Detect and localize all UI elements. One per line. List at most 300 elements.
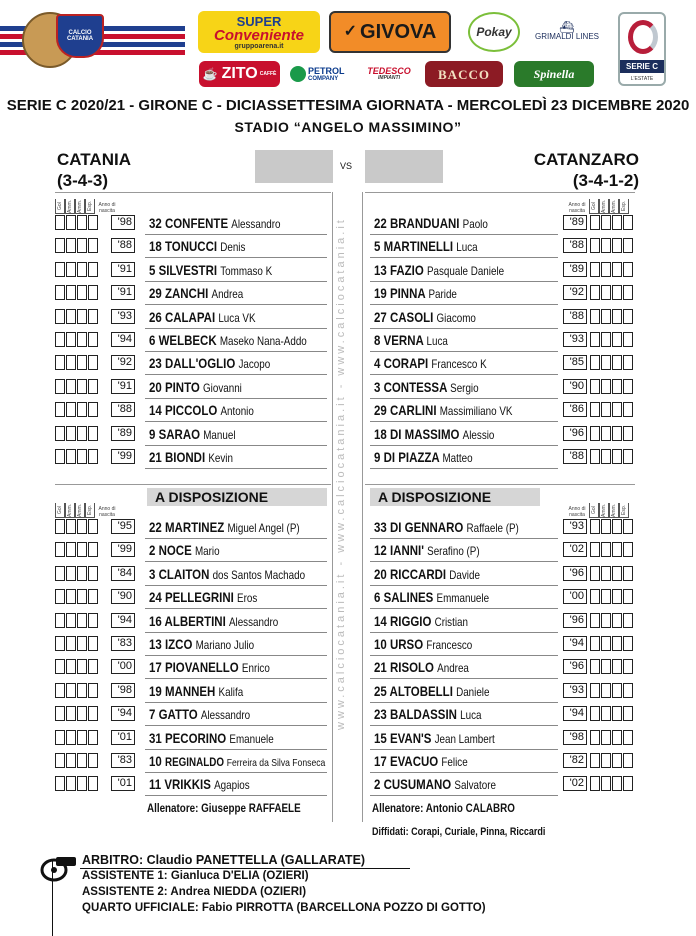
stat-boxes[interactable] — [590, 238, 634, 253]
stat-box[interactable] — [612, 659, 622, 674]
stat-box[interactable] — [623, 402, 633, 417]
birth-year: '00 — [111, 659, 135, 674]
player-name — [374, 261, 504, 280]
stat-boxes[interactable] — [590, 309, 634, 324]
stat-box[interactable] — [66, 636, 76, 651]
birth-year: '00 — [563, 589, 587, 604]
stat-box[interactable] — [612, 379, 622, 394]
stat-boxes[interactable] — [590, 659, 634, 674]
stat-box[interactable] — [66, 262, 76, 277]
stat-box[interactable] — [601, 589, 611, 604]
stat-box[interactable] — [590, 730, 600, 745]
stat-box[interactable] — [88, 589, 98, 604]
stat-box[interactable] — [77, 683, 87, 698]
stat-box[interactable] — [590, 332, 600, 347]
stat-box[interactable] — [55, 355, 65, 370]
stat-box[interactable] — [612, 449, 622, 464]
player-name — [374, 635, 472, 654]
stat-box[interactable] — [77, 636, 87, 651]
player-surname: CONFENTE — [164, 215, 232, 231]
stat-boxes[interactable] — [55, 355, 99, 370]
player-name — [374, 308, 476, 327]
stat-box[interactable] — [601, 683, 611, 698]
whistle-icon — [38, 853, 78, 883]
stat-box[interactable] — [88, 238, 98, 253]
player-first-name: Kevin — [208, 451, 233, 465]
stat-box[interactable] — [77, 309, 87, 324]
stat-box[interactable] — [88, 683, 98, 698]
stat-box[interactable] — [55, 449, 65, 464]
stat-box[interactable] — [612, 332, 622, 347]
stat-box[interactable] — [55, 683, 65, 698]
stat-box[interactable] — [88, 636, 98, 651]
stat-box[interactable] — [590, 402, 600, 417]
stat-box[interactable] — [623, 215, 633, 230]
stat-boxes[interactable] — [55, 776, 99, 791]
stat-box[interactable] — [590, 776, 600, 791]
assistant-1: ASSISTENTE 1: Gianluca D'ELIA (OZIERI) — [82, 870, 309, 882]
stat-box[interactable] — [623, 542, 633, 557]
sponsor-petrol: PETROL COMPANY — [288, 61, 358, 87]
stat-box[interactable] — [55, 730, 65, 745]
stat-box[interactable] — [88, 215, 98, 230]
stat-boxes[interactable] — [590, 613, 634, 628]
stat-boxes[interactable] — [55, 215, 99, 230]
stat-box[interactable] — [55, 285, 65, 300]
stat-box[interactable] — [55, 776, 65, 791]
stat-box[interactable] — [77, 776, 87, 791]
stat-box[interactable] — [623, 332, 633, 347]
stat-box[interactable] — [77, 238, 87, 253]
stat-box[interactable] — [590, 426, 600, 441]
stat-box[interactable] — [77, 753, 87, 768]
stat-box[interactable] — [612, 402, 622, 417]
stat-box[interactable] — [88, 262, 98, 277]
stat-boxes[interactable] — [590, 332, 634, 347]
stat-boxes[interactable] — [55, 262, 99, 277]
player-surname: SALINES — [383, 589, 437, 606]
stat-boxes[interactable] — [590, 636, 634, 651]
player-surname: EVACUO — [389, 753, 442, 769]
stat-box[interactable] — [623, 238, 633, 253]
stat-boxes[interactable] — [55, 309, 99, 324]
stat-box[interactable] — [590, 449, 600, 464]
player-first-name: Sergio — [450, 380, 479, 395]
stat-box[interactable] — [55, 332, 65, 347]
match-title: SERIE C 2020/21 - GIRONE C - DICIASSETTESIMA GIORNATA - MERCOLEDÌ 23 DICEMBRE 2020 — [6, 97, 690, 114]
stat-box[interactable] — [66, 519, 76, 534]
stat-box[interactable] — [612, 753, 622, 768]
stat-box[interactable] — [55, 706, 65, 721]
player-surname: IANNI' — [389, 542, 428, 559]
stat-boxes[interactable] — [55, 285, 99, 300]
stat-box[interactable] — [55, 659, 65, 674]
stat-box[interactable] — [590, 215, 600, 230]
stat-box[interactable] — [77, 659, 87, 674]
player-name — [149, 425, 236, 444]
stat-box[interactable] — [55, 215, 65, 230]
stat-box[interactable] — [623, 426, 633, 441]
stat-box[interactable] — [66, 355, 76, 370]
stat-box[interactable] — [88, 659, 98, 674]
stat-box[interactable] — [601, 355, 611, 370]
player-surname: DI GENNARO — [389, 519, 467, 535]
stat-boxes[interactable] — [55, 753, 99, 768]
stat-box[interactable] — [590, 613, 600, 628]
stat-box[interactable] — [77, 285, 87, 300]
stat-box[interactable] — [88, 753, 98, 768]
stat-box[interactable] — [590, 355, 600, 370]
stat-box[interactable] — [55, 262, 65, 277]
stat-box[interactable] — [623, 706, 633, 721]
row-underline — [145, 795, 327, 796]
stat-box[interactable] — [77, 613, 87, 628]
stat-box[interactable] — [77, 332, 87, 347]
stat-box[interactable] — [590, 519, 600, 534]
player-name — [374, 541, 480, 560]
stat-boxes[interactable] — [590, 542, 634, 557]
stat-boxes[interactable] — [590, 589, 634, 604]
stat-box[interactable] — [77, 519, 87, 534]
stat-box[interactable] — [623, 285, 633, 300]
player-row — [55, 610, 330, 633]
birth-year: '88 — [563, 238, 587, 253]
stat-boxes[interactable] — [55, 426, 99, 441]
stat-box[interactable] — [88, 449, 98, 464]
stat-box[interactable] — [77, 426, 87, 441]
stat-boxes[interactable] — [590, 753, 634, 768]
stat-box[interactable] — [590, 706, 600, 721]
birth-year: '93 — [563, 519, 587, 534]
stat-box[interactable] — [77, 589, 87, 604]
stat-box[interactable] — [66, 379, 76, 394]
stat-box[interactable] — [612, 542, 622, 557]
divider — [332, 192, 333, 822]
player-name — [374, 588, 489, 607]
stat-box[interactable] — [612, 589, 622, 604]
stat-boxes[interactable] — [590, 379, 634, 394]
stat-box[interactable] — [612, 706, 622, 721]
stat-box[interactable] — [612, 355, 622, 370]
shirt-number: 26 — [149, 308, 165, 325]
stat-box[interactable] — [66, 285, 76, 300]
stat-box[interactable] — [66, 402, 76, 417]
player-row — [55, 773, 330, 796]
stat-box[interactable] — [77, 215, 87, 230]
stat-box[interactable] — [55, 238, 65, 253]
stat-boxes[interactable] — [55, 238, 99, 253]
stat-box[interactable] — [612, 309, 622, 324]
stat-box[interactable] — [612, 636, 622, 651]
stat-box[interactable] — [601, 753, 611, 768]
stat-box[interactable] — [55, 613, 65, 628]
stat-boxes[interactable] — [590, 706, 634, 721]
birth-year: '96 — [563, 566, 587, 581]
stat-box[interactable] — [623, 659, 633, 674]
stat-box[interactable] — [623, 355, 633, 370]
stat-box[interactable] — [55, 589, 65, 604]
row-underline — [370, 795, 558, 796]
stat-box[interactable] — [612, 730, 622, 745]
birth-year: '83 — [111, 636, 135, 651]
stat-box[interactable] — [590, 309, 600, 324]
stat-boxes[interactable] — [55, 730, 99, 745]
player-row — [55, 352, 330, 375]
stat-box[interactable] — [612, 215, 622, 230]
stat-box[interactable] — [88, 566, 98, 581]
stat-box[interactable] — [88, 730, 98, 745]
player-row — [368, 306, 646, 329]
stat-boxes[interactable] — [55, 379, 99, 394]
stat-box[interactable] — [612, 519, 622, 534]
player-first-name: Serafino (P) — [427, 544, 480, 559]
stat-boxes[interactable] — [590, 215, 634, 230]
stat-box[interactable] — [55, 379, 65, 394]
stat-box[interactable] — [601, 402, 611, 417]
stat-box[interactable] — [77, 379, 87, 394]
birth-year-header: Anno di nascita — [98, 202, 116, 214]
stat-box[interactable] — [601, 215, 611, 230]
player-surname: DALL'OGLIO — [164, 355, 239, 372]
shirt-number: 5 — [374, 238, 384, 255]
stat-box[interactable] — [623, 730, 633, 745]
stat-box[interactable] — [590, 589, 600, 604]
stat-boxes[interactable] — [55, 566, 99, 581]
stat-box[interactable] — [601, 285, 611, 300]
stat-box[interactable] — [601, 613, 611, 628]
stat-box[interactable] — [77, 706, 87, 721]
stat-box[interactable] — [88, 355, 98, 370]
player-surname: CORAPI — [383, 355, 432, 372]
stat-boxes[interactable] — [55, 542, 99, 557]
divider — [362, 192, 363, 822]
stat-box[interactable] — [601, 449, 611, 464]
stat-box[interactable] — [88, 706, 98, 721]
stat-box[interactable] — [55, 519, 65, 534]
stat-boxes[interactable] — [590, 776, 634, 791]
stat-box[interactable] — [623, 613, 633, 628]
shirt-number: 20 — [374, 565, 390, 582]
stat-box[interactable] — [66, 589, 76, 604]
stat-box[interactable] — [590, 262, 600, 277]
stat-box[interactable] — [66, 426, 76, 441]
stat-box[interactable] — [601, 706, 611, 721]
stat-box[interactable] — [77, 262, 87, 277]
stat-box[interactable] — [66, 238, 76, 253]
birth-year: '86 — [563, 402, 587, 417]
stat-box[interactable] — [601, 238, 611, 253]
stat-box[interactable] — [88, 309, 98, 324]
player-first-name: Alessandro — [200, 708, 251, 723]
stat-box[interactable] — [601, 262, 611, 277]
stat-box[interactable] — [590, 542, 600, 557]
stat-boxes[interactable] — [55, 332, 99, 347]
stat-box[interactable] — [88, 379, 98, 394]
stat-box[interactable] — [55, 566, 65, 581]
column-header: Amm. — [601, 199, 607, 213]
column-header: Amm. — [67, 199, 73, 213]
shirt-number: 6 — [149, 332, 159, 348]
player-surname: CLAITON — [158, 565, 213, 582]
stat-box[interactable] — [66, 659, 76, 674]
stat-box[interactable] — [601, 636, 611, 651]
stat-box[interactable] — [66, 332, 76, 347]
player-row — [55, 446, 330, 469]
stat-boxes[interactable] — [590, 355, 634, 370]
player-surname: MARTINEZ — [164, 519, 228, 535]
stat-box[interactable] — [612, 613, 622, 628]
stat-box[interactable] — [612, 566, 622, 581]
stat-box[interactable] — [66, 753, 76, 768]
stat-box[interactable] — [601, 659, 611, 674]
stat-box[interactable] — [590, 379, 600, 394]
stat-box[interactable] — [77, 402, 87, 417]
sponsor-zito: ☕ ZITO CAFFÈ — [199, 61, 280, 87]
stat-box[interactable] — [66, 309, 76, 324]
stat-boxes[interactable] — [55, 706, 99, 721]
stat-box[interactable] — [66, 542, 76, 557]
stat-box[interactable] — [623, 309, 633, 324]
stat-boxes[interactable] — [590, 519, 634, 534]
stat-box[interactable] — [66, 566, 76, 581]
stat-box[interactable] — [66, 215, 76, 230]
stat-box[interactable] — [612, 776, 622, 791]
stat-box[interactable] — [612, 683, 622, 698]
stat-box[interactable] — [601, 730, 611, 745]
stat-box[interactable] — [55, 753, 65, 768]
stat-box[interactable] — [623, 379, 633, 394]
stat-box[interactable] — [77, 566, 87, 581]
stat-box[interactable] — [612, 262, 622, 277]
stat-boxes[interactable] — [590, 262, 634, 277]
player-surname: CALAPAI — [164, 308, 219, 325]
stat-box[interactable] — [77, 449, 87, 464]
stat-box[interactable] — [623, 519, 633, 534]
stat-box[interactable] — [88, 426, 98, 441]
player-name — [149, 331, 307, 350]
stat-boxes[interactable] — [55, 589, 99, 604]
stat-boxes[interactable] — [55, 636, 99, 651]
shirt-number: 10 — [149, 753, 165, 769]
stat-box[interactable] — [55, 402, 65, 417]
stat-box[interactable] — [601, 776, 611, 791]
stat-boxes[interactable] — [590, 730, 634, 745]
stat-box[interactable] — [601, 566, 611, 581]
stat-box[interactable] — [601, 332, 611, 347]
stat-boxes[interactable] — [590, 449, 634, 464]
stat-box[interactable] — [55, 426, 65, 441]
stat-box[interactable] — [601, 426, 611, 441]
player-first-name: Mariano Julio — [195, 638, 255, 652]
stat-box[interactable] — [601, 519, 611, 534]
shirt-number: 6 — [374, 589, 384, 606]
stat-boxes[interactable] — [55, 449, 99, 464]
birth-year: '89 — [563, 262, 587, 277]
stat-box[interactable] — [612, 426, 622, 441]
player-row — [55, 376, 330, 399]
stat-box[interactable] — [66, 730, 76, 745]
stat-boxes[interactable] — [590, 683, 634, 698]
stat-box[interactable] — [612, 285, 622, 300]
stat-box[interactable] — [55, 309, 65, 324]
stat-box[interactable] — [55, 636, 65, 651]
stat-box[interactable] — [590, 285, 600, 300]
stat-box[interactable] — [623, 566, 633, 581]
stat-box[interactable] — [66, 449, 76, 464]
stat-box[interactable] — [88, 402, 98, 417]
stat-box[interactable] — [66, 613, 76, 628]
stat-box[interactable] — [601, 542, 611, 557]
shirt-number: 32 — [149, 215, 165, 231]
stat-boxes[interactable] — [55, 659, 99, 674]
stat-box[interactable] — [623, 776, 633, 791]
stat-box[interactable] — [88, 776, 98, 791]
row-underline — [370, 468, 558, 469]
stat-box[interactable] — [66, 683, 76, 698]
stat-boxes[interactable] — [55, 683, 99, 698]
stat-boxes[interactable] — [55, 613, 99, 628]
stat-box[interactable] — [590, 566, 600, 581]
stat-box[interactable] — [590, 238, 600, 253]
stat-box[interactable] — [623, 262, 633, 277]
stat-boxes[interactable] — [590, 402, 634, 417]
stat-box[interactable] — [88, 613, 98, 628]
divider — [55, 192, 331, 193]
player-name — [374, 752, 468, 771]
stat-box[interactable] — [55, 542, 65, 557]
stat-box[interactable] — [601, 379, 611, 394]
player-first-name: Maseko Nana-Addo — [219, 334, 307, 348]
stat-box[interactable] — [590, 636, 600, 651]
birth-year-header: Anno di nascita — [98, 506, 116, 518]
stat-box[interactable] — [623, 636, 633, 651]
stat-box[interactable] — [612, 238, 622, 253]
stat-box[interactable] — [88, 285, 98, 300]
stat-box[interactable] — [623, 753, 633, 768]
stat-box[interactable] — [88, 519, 98, 534]
stat-boxes[interactable] — [590, 426, 634, 441]
player-row — [55, 633, 330, 656]
stat-box[interactable] — [66, 776, 76, 791]
stat-box[interactable] — [77, 730, 87, 745]
player-row — [368, 586, 646, 609]
stat-boxes[interactable] — [590, 285, 634, 300]
shirt-number: 16 — [149, 612, 165, 629]
stat-box[interactable] — [623, 589, 633, 604]
stat-box[interactable] — [88, 542, 98, 557]
player-row — [55, 423, 330, 446]
stat-box[interactable] — [601, 309, 611, 324]
stat-boxes[interactable] — [55, 402, 99, 417]
stat-box[interactable] — [590, 683, 600, 698]
stat-box[interactable] — [66, 706, 76, 721]
stat-box[interactable] — [590, 753, 600, 768]
stat-box[interactable] — [623, 683, 633, 698]
stat-box[interactable] — [623, 449, 633, 464]
stat-boxes[interactable] — [55, 519, 99, 534]
player-name — [149, 729, 274, 748]
away-coach: Allenatore: Antonio CALABRO — [372, 801, 515, 815]
shirt-number: 4 — [374, 355, 384, 372]
stat-boxes[interactable] — [590, 566, 634, 581]
stat-box[interactable] — [590, 659, 600, 674]
player-row — [55, 306, 330, 329]
stat-box[interactable] — [77, 542, 87, 557]
birth-year: '94 — [111, 332, 135, 347]
stat-box[interactable] — [77, 355, 87, 370]
player-first-name: Daniele — [456, 684, 490, 699]
stat-box[interactable] — [88, 332, 98, 347]
